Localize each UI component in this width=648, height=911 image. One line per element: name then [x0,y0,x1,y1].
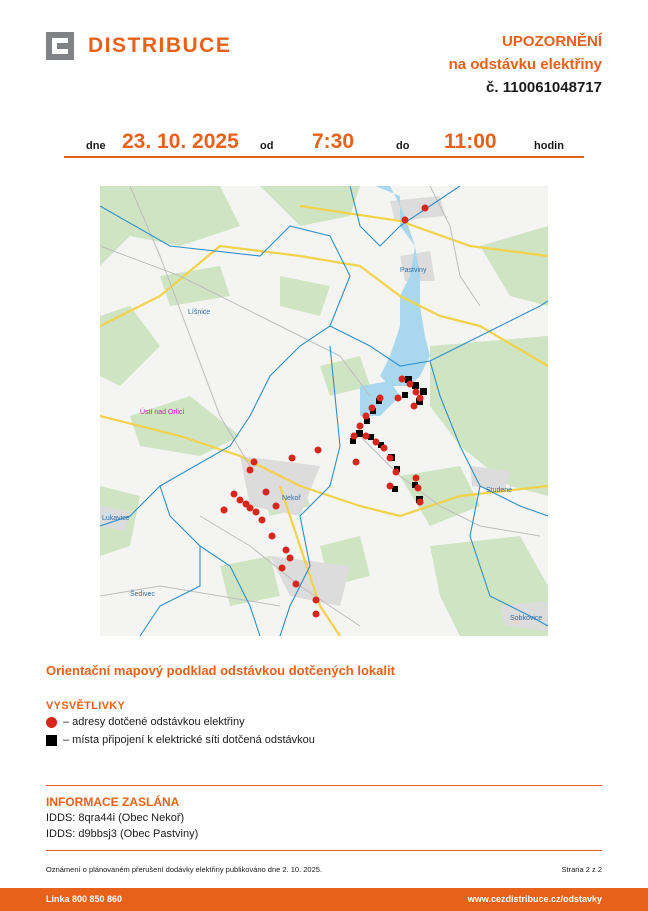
label-hours: hodin [534,140,564,152]
legend-title: VYSVĚTLIVKY [46,700,126,712]
logo-text: DISTRIBUCE [88,34,232,57]
notice-title-line1: UPOZORNĚNÍ [501,33,602,50]
label-date: dne [86,140,106,152]
legend-addresses-label: – adresy dotčené odstávkou elektřiny [63,716,245,728]
place-label: Sobkovice [510,615,543,622]
place-label: Studené [486,487,513,494]
place-label: Ústí nad Orlicí [140,409,185,416]
cez-logo [46,32,231,60]
footer-bar [0,888,648,911]
divider [46,785,602,786]
outage-map [100,186,548,636]
website-link[interactable]: www.cezdistribuce.cz/odstavky [467,894,602,904]
divider [46,850,602,851]
publication-note: Oznámení o plánovaném přerušení dodávky elektřiny publikováno dne 2. 10. 2025. [46,865,323,874]
outage-start: 7:30 [312,130,355,153]
outage-date: 23. 10. 2025 [122,130,239,153]
red-dot-icon [46,717,57,728]
label-from: od [260,140,274,152]
map-svg [100,186,548,636]
map-caption: Orientační mapový podklad odstávkou dotčených lokalit [46,663,395,678]
label-to: do [396,140,410,152]
notice-title [449,30,602,99]
legend-row-connection-points [46,734,315,746]
info-title: INFORMACE ZASLÁNA [46,795,180,809]
outage-schedule [64,126,584,158]
notice-title-line2: na odstávku elektřiny [448,56,602,73]
cez-logo-icon [46,32,74,60]
place-label: Pastviny [400,267,427,274]
black-square-icon [46,735,57,746]
notice-number: č. 110061048717 [486,79,602,96]
legend-row-addresses [46,716,245,728]
page-number: Strana 2 z 2 [561,865,602,874]
info-line: IDDS: 8qra44i (Obec Nekoř) [46,812,185,824]
outage-end: 11:00 [444,130,497,153]
legend-connection-points-label: – místa připojení k elektrické síti dotčená odstávkou [63,734,315,746]
place-label: Lukavice [102,515,130,522]
place-label: Líšnice [188,309,211,316]
info-line: IDDS: d9bbsj3 (Obec Pastviny) [46,828,199,840]
place-label: Nekoř [282,495,301,502]
place-label: Šedivec [130,591,155,598]
hotline: Linka 800 850 860 [46,894,123,904]
